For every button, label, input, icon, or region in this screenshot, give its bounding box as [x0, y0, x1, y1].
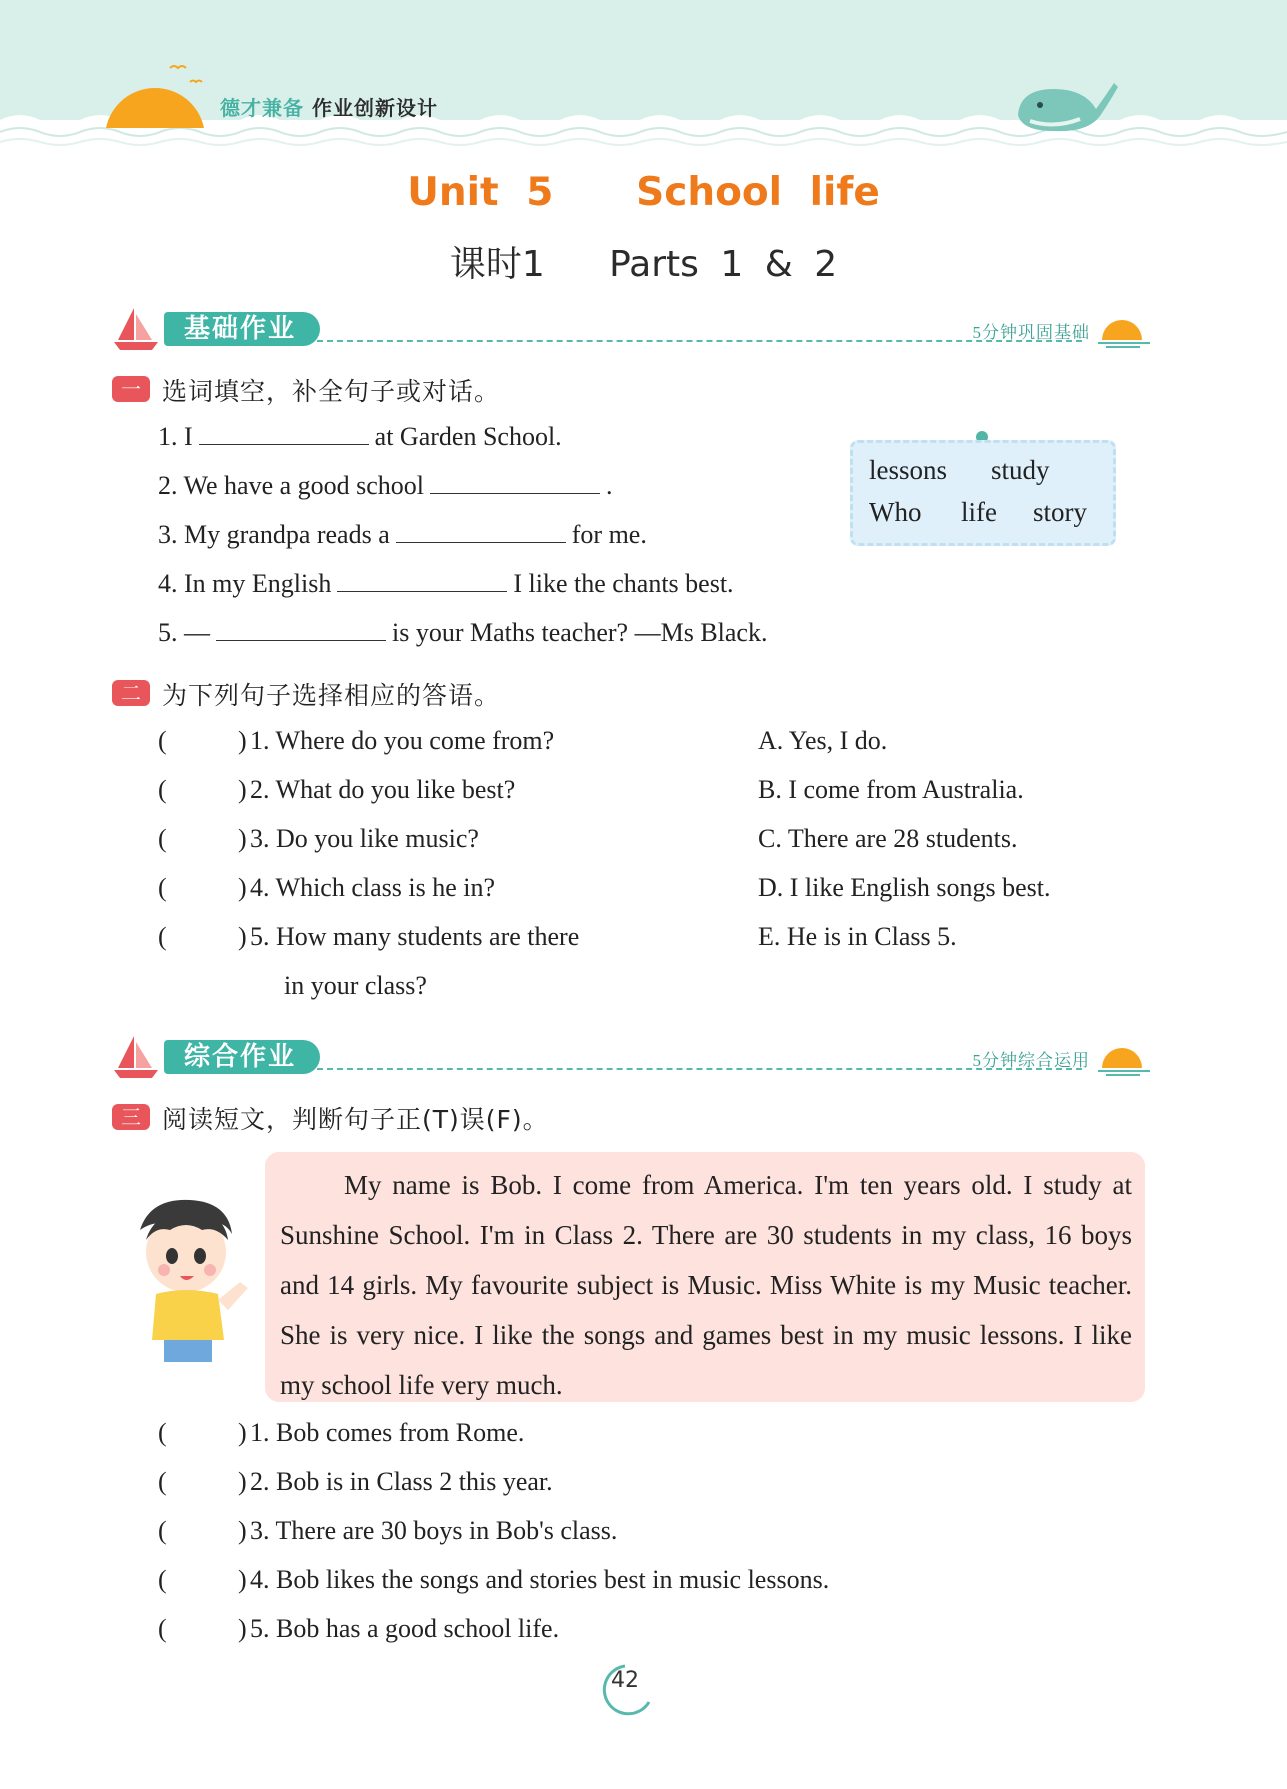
- answer-option-d: D. I like English songs best.: [758, 873, 1051, 902]
- answer-paren-close: ): [238, 1418, 247, 1447]
- brand-part2: 作业创新设计: [311, 96, 438, 120]
- exercise-1-number: 一: [112, 376, 150, 402]
- sailboat-icon: [112, 304, 162, 354]
- exercise-1-instruction: 选词填空，补全句子或对话。: [162, 377, 501, 406]
- fill-item-text: 4. In my English: [158, 569, 332, 598]
- answer-option-e: E. He is in Class 5.: [758, 922, 957, 951]
- whale-illustration: [1010, 75, 1120, 135]
- fill-item-5: [158, 618, 767, 648]
- answer-paren-close: ): [238, 922, 247, 951]
- section-divider: [317, 1068, 1082, 1070]
- answer-paren-open[interactable]: (: [158, 1516, 167, 1545]
- exercise-3-number: 三: [112, 1104, 150, 1130]
- answer-paren-open[interactable]: (: [158, 824, 167, 853]
- answer-option-c: C. There are 28 students.: [758, 824, 1018, 853]
- fill-item-text: 1. I: [158, 422, 193, 451]
- unit-title: Unit 5 School life: [407, 170, 880, 215]
- brand-part1: 德才兼备: [220, 96, 304, 120]
- section-divider: [317, 340, 1082, 342]
- lesson-title: 课时1 Parts 1 & 2: [449, 244, 838, 285]
- answer-blank[interactable]: [199, 422, 369, 445]
- section-label: 综合作业: [164, 1040, 320, 1074]
- section-banner-comprehensive: [112, 1032, 1152, 1082]
- reading-passage: [265, 1152, 1145, 1402]
- answer-paren-open[interactable]: (: [158, 775, 167, 804]
- answer-paren-close: ): [238, 1467, 247, 1496]
- fill-item-text: 2. We have a good school: [158, 471, 425, 500]
- answer-option-a: A. Yes, I do.: [758, 726, 888, 755]
- answer-paren-open[interactable]: (: [158, 726, 167, 755]
- answer-paren-open[interactable]: (: [158, 1614, 167, 1643]
- statement-text: 4. Bob likes the songs and stories best in music lessons.: [250, 1565, 830, 1594]
- answer-paren-open[interactable]: (: [158, 922, 167, 951]
- answer-option-b: B. I come from Australia.: [758, 775, 1024, 804]
- page-number: 42: [611, 1668, 639, 1693]
- word-option: Who: [869, 497, 922, 527]
- question-text: 5. How many students are there: [250, 922, 580, 951]
- question-text: 3. Do you like music?: [250, 824, 479, 853]
- boy-illustration: [120, 1190, 260, 1370]
- fill-item-text: for me.: [571, 520, 647, 549]
- section-note: 5分钟巩固基础: [972, 323, 1090, 342]
- answer-paren-close: ): [238, 775, 247, 804]
- section-label: 基础作业: [164, 312, 320, 346]
- fill-item-text: is your Maths teacher? —Ms Black.: [392, 618, 768, 647]
- question-text: 4. Which class is he in?: [250, 873, 496, 902]
- word-option: story: [1033, 497, 1087, 527]
- word-option: life: [961, 497, 997, 527]
- statement-text: 1. Bob comes from Rome.: [250, 1418, 525, 1447]
- fill-item-text: 3. My grandpa reads a: [158, 520, 390, 549]
- answer-paren-open[interactable]: (: [158, 1565, 167, 1594]
- answer-paren-open[interactable]: (: [158, 1467, 167, 1496]
- answer-paren-open[interactable]: (: [158, 873, 167, 902]
- answer-paren-close: ): [238, 726, 247, 755]
- answer-paren-close: ): [238, 873, 247, 902]
- word-option: study: [991, 455, 1050, 485]
- fill-item-text: at Garden School.: [374, 422, 562, 451]
- fill-item-1: [158, 422, 562, 452]
- exercise-3-instruction: 阅读短文，判断句子正(T)误(F)。: [162, 1105, 549, 1134]
- question-text: 1. Where do you come from?: [250, 726, 555, 755]
- fill-item-text: 5. —: [158, 618, 210, 647]
- answer-paren-close: ): [238, 1614, 247, 1643]
- question-text-continued: in your class?: [284, 971, 427, 1000]
- fill-item-4: [158, 569, 734, 599]
- sun-illustration: [100, 60, 210, 130]
- fill-item-text: .: [606, 471, 613, 500]
- answer-paren-close: ): [238, 1565, 247, 1594]
- question-text: 2. What do you like best?: [250, 775, 516, 804]
- fill-item-3: [158, 520, 647, 550]
- answer-paren-close: ): [238, 1516, 247, 1545]
- statement-text: 5. Bob has a good school life.: [250, 1614, 560, 1643]
- answer-blank[interactable]: [430, 471, 600, 494]
- statement-text: 3. There are 30 boys in Bob's class.: [250, 1516, 618, 1545]
- word-option: lessons: [869, 455, 948, 485]
- sailboat-icon: [112, 1032, 162, 1082]
- answer-blank[interactable]: [337, 569, 507, 592]
- passage-text: My name is Bob. I come from America. I'm ten years old. I study at Sunshine School. I'm in Class 2. There are 30 students in my class, 16 boys and 14 girls. My favourite subject is Music. Miss White is my Music teacher. She is very nice. I like the songs and games best in my music lessons. I like my school life very much.: [280, 1170, 1132, 1400]
- word-box: [850, 440, 1116, 546]
- exercise-2-number: 二: [112, 680, 150, 706]
- sunset-icon: [1096, 314, 1152, 350]
- section-banner-basic: [112, 304, 1152, 354]
- answer-paren-open[interactable]: (: [158, 1418, 167, 1447]
- answer-blank[interactable]: [396, 520, 566, 543]
- fill-item-text: I like the chants best.: [513, 569, 734, 598]
- fill-item-2: [158, 471, 613, 501]
- brand-header: [220, 92, 438, 121]
- answer-blank[interactable]: [216, 618, 386, 641]
- section-note: 5分钟综合运用: [972, 1051, 1090, 1070]
- answer-paren-close: ): [238, 824, 247, 853]
- sunset-icon: [1096, 1042, 1152, 1078]
- exercise-2-instruction: 为下列句子选择相应的答语。: [162, 681, 501, 710]
- statement-text: 2. Bob is in Class 2 this year.: [250, 1467, 553, 1496]
